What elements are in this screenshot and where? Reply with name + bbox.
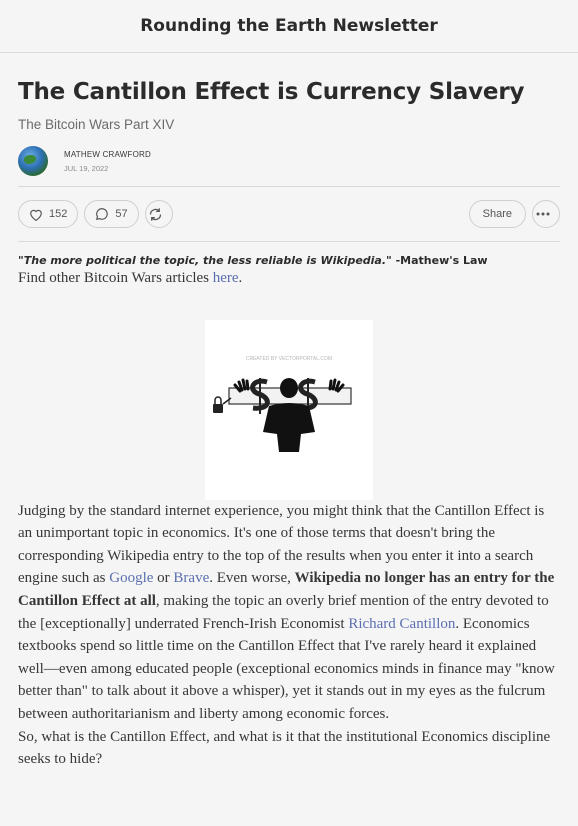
author-name[interactable]: MATHEW CRAWFORD bbox=[64, 149, 151, 159]
post-title: The Cantillon Effect is Currency Slavery bbox=[18, 79, 525, 105]
more-options-button[interactable] bbox=[532, 200, 560, 228]
para1-text-5: . Economics textbooks spend so little time on the Cantillon Effect that I've rarely heard it explained well—even among educated people (exceptional economics minds in finance may "know better than" to talk about it above a whisper), yet it stands out in my eyes as the fulcrum between authoritarianism and liberty among economic forces. bbox=[18, 615, 555, 722]
here-link[interactable]: here bbox=[212, 270, 239, 286]
post-container bbox=[0, 79, 578, 771]
para1-bold: Wikipedia no longer has an entry for the Cantillon Effect at all bbox=[18, 570, 555, 609]
chained-man-illustration bbox=[205, 320, 373, 500]
brave-link[interactable]: Brave bbox=[173, 570, 210, 587]
quote-text: "The more political the topic, the less reliable is Wikipedia." bbox=[18, 254, 392, 267]
publication-name[interactable]: Rounding the Earth Newsletter bbox=[140, 16, 438, 36]
quote-attribution: -Mathew's Law bbox=[391, 254, 488, 267]
article-paragraph-2: So, what is the Cantillon Effect, and what is it that the institutional Economics discipline seeks to hide? bbox=[18, 728, 551, 768]
top-bar bbox=[0, 0, 578, 53]
comment-button[interactable] bbox=[84, 200, 138, 228]
article-image[interactable] bbox=[205, 320, 373, 500]
find-period: . bbox=[238, 270, 243, 286]
find-articles-line bbox=[18, 267, 560, 290]
article-paragraph-1 bbox=[18, 500, 560, 726]
post-date: JUL 19, 2022 bbox=[64, 163, 109, 173]
para1-text-4: , making the topic an overly brief mention of the entry devoted to the [exceptionally] underrated French-Irish Economist bbox=[18, 592, 549, 632]
byline bbox=[18, 146, 560, 176]
find-text: Find other Bitcoin Wars articles bbox=[18, 270, 213, 286]
comment-icon bbox=[95, 207, 109, 221]
action-bar bbox=[18, 186, 560, 242]
comment-count: 57 bbox=[115, 208, 128, 220]
share-button[interactable] bbox=[469, 200, 526, 228]
para1-text-3: . Even worse, bbox=[209, 570, 295, 587]
post-subtitle: The Bitcoin Wars Part XIV bbox=[18, 117, 175, 132]
richard-cantillon-link[interactable]: Richard Cantillon bbox=[348, 615, 456, 632]
heart-icon bbox=[29, 208, 43, 221]
epigraph-quote bbox=[18, 254, 560, 267]
author-avatar[interactable] bbox=[18, 146, 48, 176]
google-link[interactable]: Google bbox=[109, 570, 154, 587]
share-label: Share bbox=[482, 208, 512, 220]
byline-text bbox=[64, 150, 151, 173]
restack-button[interactable] bbox=[145, 200, 173, 228]
like-button[interactable] bbox=[18, 200, 78, 228]
para1-text-1: Judging by the standard internet experience, you might think that the Cantillon Effect is an unimportant topic in economics. It's one of those terms that doesn't bring the corresponding Wikipedia entry to the top of the results when you enter it into a search engine such as bbox=[18, 502, 545, 587]
image-watermark: CREATED BY VECTORPORTAL.COM bbox=[245, 355, 333, 362]
more-icon bbox=[536, 212, 550, 216]
para1-text-2: or bbox=[153, 570, 174, 587]
like-count: 152 bbox=[49, 208, 68, 220]
restack-icon bbox=[148, 207, 163, 222]
